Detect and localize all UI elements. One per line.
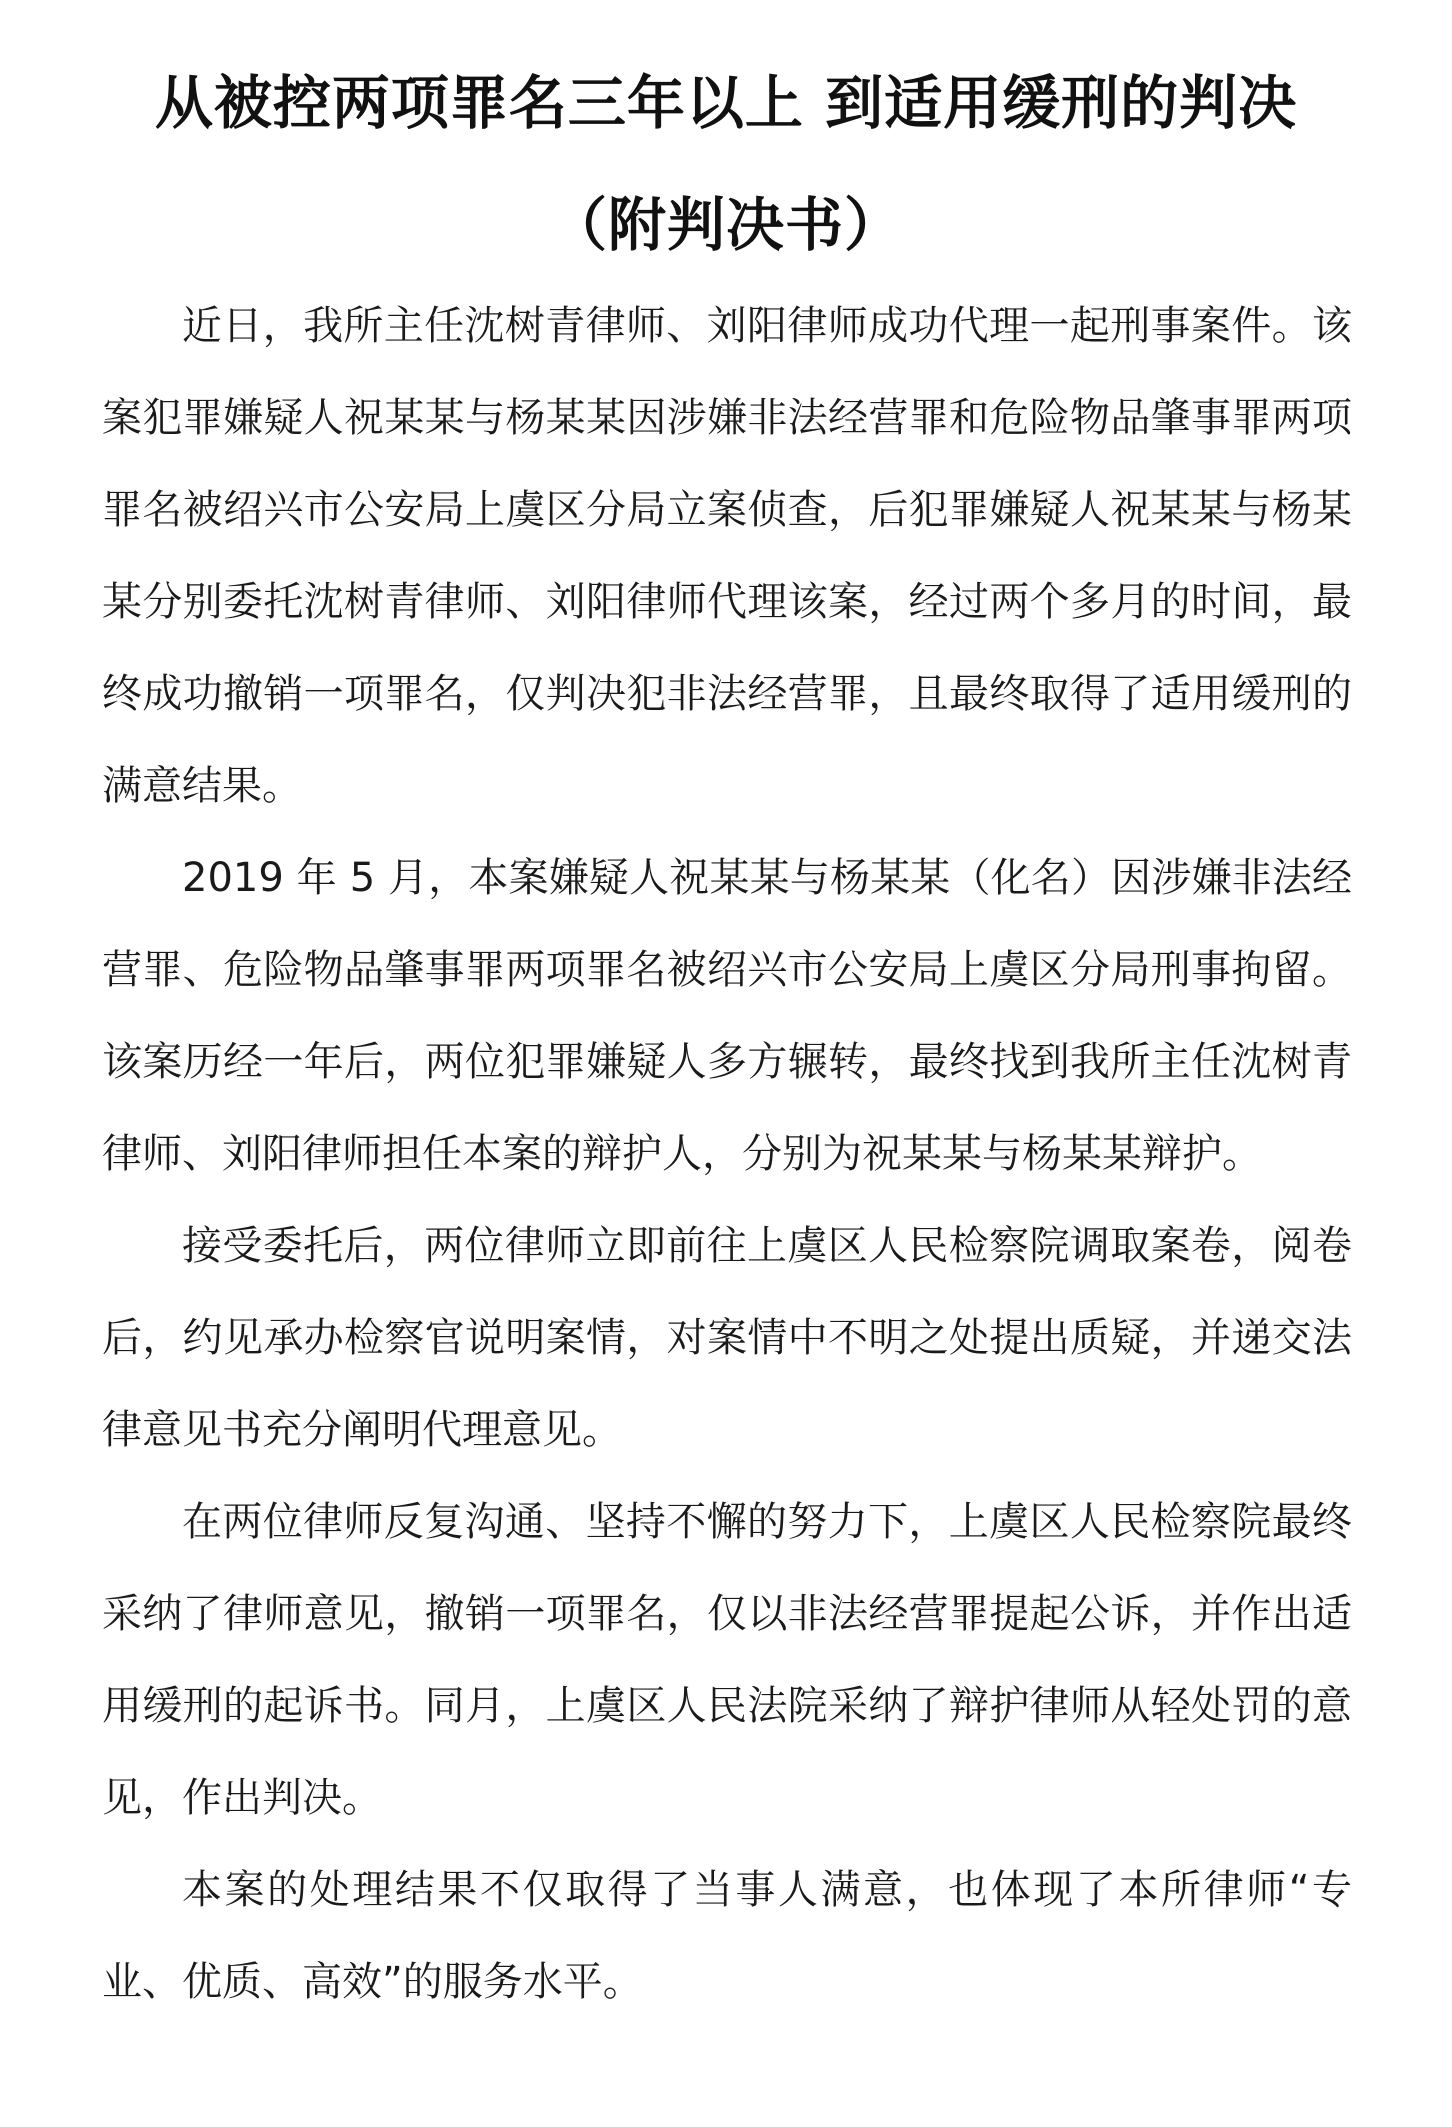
document-subtitle: （附判决书） [548, 191, 903, 259]
paragraph: 接受委托后，两位律师立即前往上虞区人民检察院调取案卷，阅卷后，约见承办检察官说明案情，对案情中不明之处提出质疑，并递交法律意见书充分阐明代理意见。 [102, 1223, 1352, 1453]
paragraph: 2019 年 5 月，本案嫌疑人祝某某与杨某某（化名）因涉嫌非法经营罪、危险物品肇事罪两项罪名被绍兴市公安局上虞区分局刑事拘留。该案历经一年后，两位犯罪嫌疑人多方辗转，最终找到我所主任沈树青律师、刘阳律师担任本案的辩护人，分别为祝某某与杨某某辩护。 [102, 855, 1352, 1177]
paragraph: 近日，我所主任沈树青律师、刘阳律师成功代理一起刑事案件。该案犯罪嫌疑人祝某某与杨某某因涉嫌非法经营罪和危险物品肇事罪两项罪名被绍兴市公安局上虞区分局立案侦查，后犯罪嫌疑人祝某某与杨某某分别委托沈树青律师、刘阳律师代理该案，经过两个多月的时间，最终成功撤销一项罪名，仅判决犯非法经营罪，且最终取得了适用缓刑的满意结果。 [102, 303, 1352, 809]
paragraph: 本案的处理结果不仅取得了当事人满意，也体现了本所律师“专业、优质、高效”的服务水平。 [102, 1867, 1352, 2005]
paragraph: 在两位律师反复沟通、坚持不懈的努力下，上虞区人民检察院最终采纳了律师意见，撤销一项罪名，仅以非法经营罪提起公诉，并作出适用缓刑的起诉书。同月，上虞区人民法院采纳了辩护律师从轻处罚的意见，作出判决。 [102, 1499, 1352, 1821]
document-title: 从被控两项罪名三年以上 到适用缓刑的判决 [154, 69, 1298, 137]
article-body [102, 280, 1352, 2028]
